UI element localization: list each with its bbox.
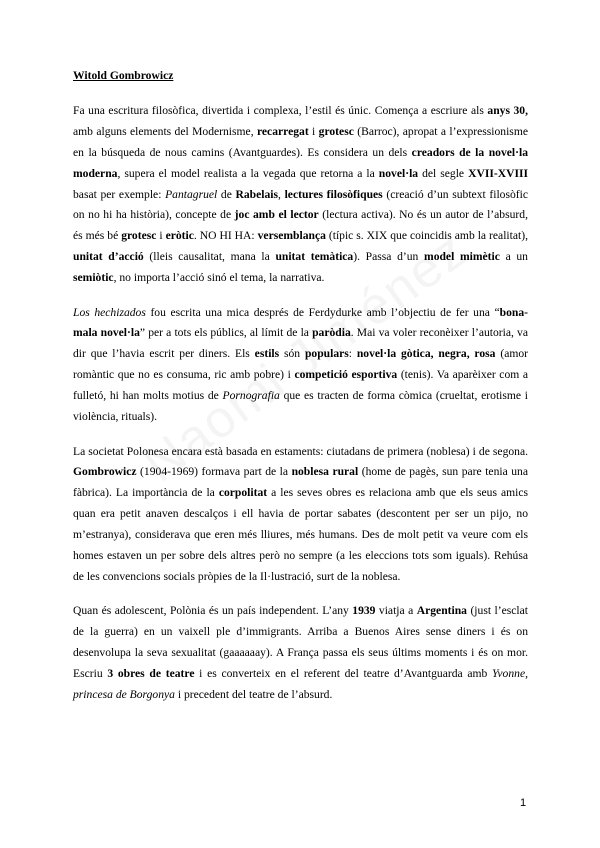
text-run: anys 30, xyxy=(487,103,528,117)
text-run: estils xyxy=(254,347,280,361)
text-run: amb alguns elements del Modernisme, xyxy=(73,124,257,138)
paragraph xyxy=(73,101,528,289)
text-run: ). Passa d’un xyxy=(353,250,425,264)
text-run: versemblança xyxy=(257,229,326,243)
text-run: joc amb el lector xyxy=(234,208,319,222)
text-run: unitat temàtica xyxy=(275,250,354,264)
text-run: paròdia xyxy=(312,326,351,340)
document-body xyxy=(73,66,528,706)
text-run: són xyxy=(279,347,305,361)
text-run: fou escrita una mica després de Ferdydurke amb l’objectiu de fer una “ xyxy=(145,305,500,319)
text-run: semiòtic xyxy=(73,271,114,285)
paragraph xyxy=(73,601,528,706)
text-run: recarregat xyxy=(256,124,309,138)
text-run: grotesc xyxy=(318,124,354,138)
text-run: , supera el model realista a la vegada que retorna a la xyxy=(117,166,379,180)
text-run: i precedent del teatre de l’absurd. xyxy=(174,687,333,701)
text-run: (creació d’un subtext filosòfic on no hi ha història), concepte de xyxy=(73,187,529,222)
text-run: model mimètic xyxy=(424,250,500,264)
document-title: Witold Gombrowicz xyxy=(73,69,174,82)
text-run: (1904-1969) formava part de la xyxy=(136,465,292,479)
text-run: del segle xyxy=(418,166,469,180)
text-run: eròtic xyxy=(165,229,194,243)
text-run: (lleis causalitat, mana la xyxy=(143,250,276,264)
text-run: creadors de la novel·la moderna xyxy=(73,145,528,180)
text-run: Yvonne, princesa de Borgonya xyxy=(73,667,528,701)
text-run: : xyxy=(348,347,357,361)
text-run: populars xyxy=(304,347,349,361)
text-run: viatja a xyxy=(375,604,417,618)
text-run: basat per exemple: xyxy=(73,187,166,201)
text-run: ” per a tots els públics, al límit de la xyxy=(139,326,313,340)
text-run: a les seves obres es relaciona amb que els seus amics quan era petit anaven descalços i ell havia de portar sabates (descontent per ser un pijo, no m’estranya), considerava que eren més lliures, més humans. Des de molt petit va veure com els homes estaven un per sobre dels altres però no sempre (a les eleccions tots som iguals). Rehúsa de les convencions socials pròpies de la Il·lustració, surt de la noblesa. xyxy=(73,486,528,583)
text-run: (Barroc), apropat a l’expressionisme en la búsqueda de nous camins (Avantguardes). Es considera un dels xyxy=(73,124,528,159)
text-run: Fa una escritura filosòfica, divertida i complexa, l’estil és únic. Comença a escriure als xyxy=(73,103,488,117)
text-run: . Mai va voler reconèixer l’autoria, va dir que l’havia escrit per diners. Els xyxy=(73,326,528,361)
text-run: (just l’esclat de la guerra) en un vaixell ple d’immigrants. Arriba a Buenos Aires sense diners i és on desenvolupa la seva sexualitat (gaaaaaay). A França passa els seus últims moments i és on mor. Escriu xyxy=(73,604,528,681)
text-run: 3 obres de teatre xyxy=(107,667,195,681)
text-run: Los hechizados xyxy=(73,305,146,319)
text-run: Quan és adolescent, Polònia és un país independent. L’any xyxy=(73,604,353,618)
text-run: XVII-XVIII xyxy=(468,166,528,180)
text-run: novel·la xyxy=(378,166,419,180)
text-run: novel·la gòtica, negra, rosa xyxy=(356,347,496,361)
text-run: (típic s. XIX que coincidis amb la realitat), xyxy=(325,229,528,243)
text-run: de xyxy=(217,187,236,201)
text-run: Rabelais xyxy=(235,187,279,201)
text-run: Pornografia xyxy=(222,389,280,403)
text-run: 1939 xyxy=(352,604,376,618)
text-run: lectures filosòfiques xyxy=(284,187,383,201)
text-run: Argentina xyxy=(416,604,467,618)
text-run: (amor romàntic que no es consuma, ric amb pobre) i xyxy=(73,347,529,382)
text-run: , no importa l’acció sinó el tema, la narrativa. xyxy=(113,271,325,285)
text-run: unitat d’acció xyxy=(73,250,144,264)
text-run: i xyxy=(156,229,166,243)
text-run: (lectura activa). No és un autor de l’absurd, és més bé xyxy=(73,208,528,243)
text-run: La societat Polonesa encara està basada en estaments: ciutadans de primera (noblesa) i de segona. xyxy=(73,444,528,458)
text-run: que es tracten de forma còmica (crueltat, erotisme i violència, rituals). xyxy=(73,389,529,424)
page-number: 1 xyxy=(520,797,527,809)
text-run: Pantagruel xyxy=(165,187,218,201)
text-run: (tenis). Va aparèixer com a fulletó, hi han molts motius de xyxy=(73,368,529,403)
text-run: . NO HI HA: xyxy=(193,229,258,243)
text-run: i es converteix en el referent del teatre d’Avantguarda amb xyxy=(194,667,493,681)
text-run: competició esportiva xyxy=(294,368,398,382)
text-run: noblesa rural xyxy=(291,465,359,479)
text-run: , xyxy=(278,187,285,201)
text-run: corpolitat xyxy=(218,486,268,500)
text-run: Gombrowicz xyxy=(73,465,137,479)
paragraph xyxy=(73,303,528,428)
text-run: i xyxy=(308,124,319,138)
text-run: bona-mala novel·la xyxy=(73,305,528,340)
text-run: (home de pagès, sun pare tenia una fàbrica). La importància de la xyxy=(73,465,528,500)
text-run: grotesc xyxy=(121,229,157,243)
text-run: a un xyxy=(499,250,528,264)
paragraph xyxy=(73,442,528,588)
